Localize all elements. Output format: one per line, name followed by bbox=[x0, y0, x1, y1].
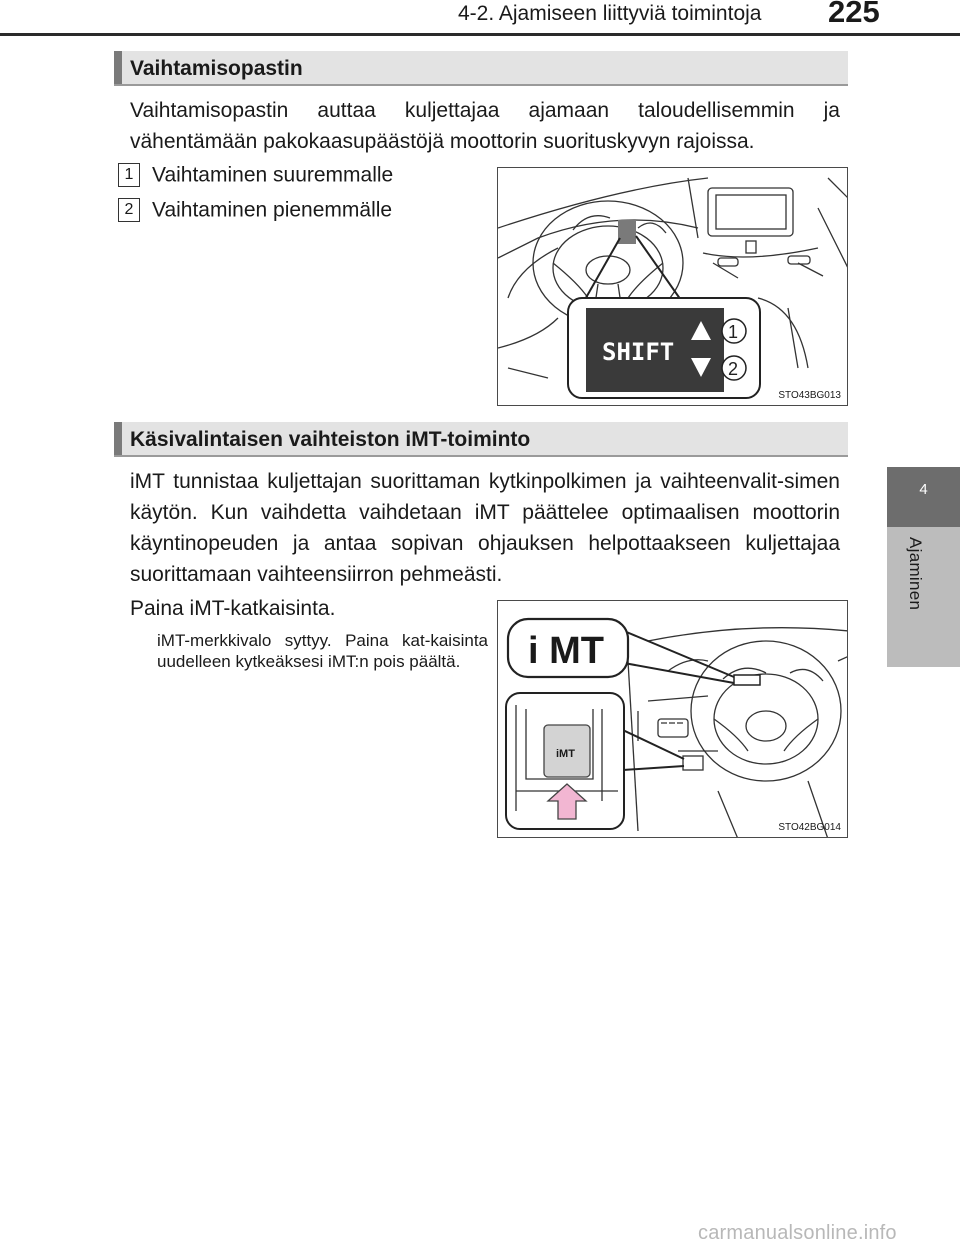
chapter-number: 4 bbox=[919, 481, 928, 498]
figure-marker-1: 1 bbox=[728, 322, 739, 342]
callout-upshift bbox=[118, 163, 393, 191]
figure-code: STO43BG013 bbox=[778, 390, 841, 401]
callout-label: Vaihtaminen pienemmälle bbox=[152, 198, 393, 222]
running-header: 4-2. Ajamiseen liittyviä toimintoja bbox=[458, 2, 762, 25]
callout-label: Vaihtaminen suuremmalle bbox=[152, 163, 394, 187]
section-intro-paragraph: Vaihtamisopastin auttaa kuljettajaa ajamaan taloudellisemmin ja vähentämään pakokaasupäästöjä moottorin suorituskyvyn rajoissa. bbox=[130, 99, 840, 153]
section-header-bar bbox=[114, 422, 122, 455]
note-text: iMT-merkkivalo syttyy. Paina kat-kaisinta uudelleen kytkeäksesi iMT:n pois päältä. bbox=[157, 631, 488, 671]
imt-indicator-text: i MT bbox=[528, 630, 604, 672]
figure-imt-switch bbox=[497, 600, 848, 838]
shift-display-text: SHIFT bbox=[602, 338, 675, 366]
chapter-tab bbox=[887, 467, 960, 527]
figure-marker-2: 2 bbox=[728, 359, 739, 379]
section-title: Vaihtamisopastin bbox=[130, 57, 303, 80]
figure-code: STO42BG014 bbox=[778, 822, 841, 833]
section-header-bar bbox=[114, 51, 122, 84]
dashboard-illustration bbox=[498, 168, 848, 406]
callout-number: 2 bbox=[118, 198, 140, 222]
chapter-label: Ajaminen bbox=[906, 537, 925, 611]
callout-number: 1 bbox=[118, 163, 140, 187]
imt-illustration bbox=[498, 601, 848, 838]
watermark: carmanualsonline.info bbox=[698, 1222, 897, 1244]
section-header-shift-indicator bbox=[114, 51, 848, 86]
section-intro-paragraph: iMT tunnistaa kuljettajan suorittaman kytkinpolkimen ja vaihteenvalit-simen käytön. Kun vaihdetta vaihdetaan iMT päättelee optimaalisen moottorin käyntinopeuden ja antaa sopivan ohjauksen helpottaakseen kuljettajaa suorittamaan vaihteensiirron pehmeästi. bbox=[130, 470, 840, 586]
section-header-imt bbox=[114, 422, 848, 457]
section-title: Käsivalintaisen vaihteiston iMT-toiminto bbox=[130, 428, 531, 451]
header-divider bbox=[0, 33, 960, 36]
chapter-label-tab bbox=[887, 527, 960, 667]
callout-downshift bbox=[118, 198, 392, 226]
figure-shift-indicator bbox=[497, 167, 848, 406]
instruction-text: Paina iMT-katkaisinta. bbox=[130, 597, 336, 620]
page-number: 225 bbox=[828, 0, 880, 29]
imt-switch-label: iMT bbox=[556, 748, 575, 760]
